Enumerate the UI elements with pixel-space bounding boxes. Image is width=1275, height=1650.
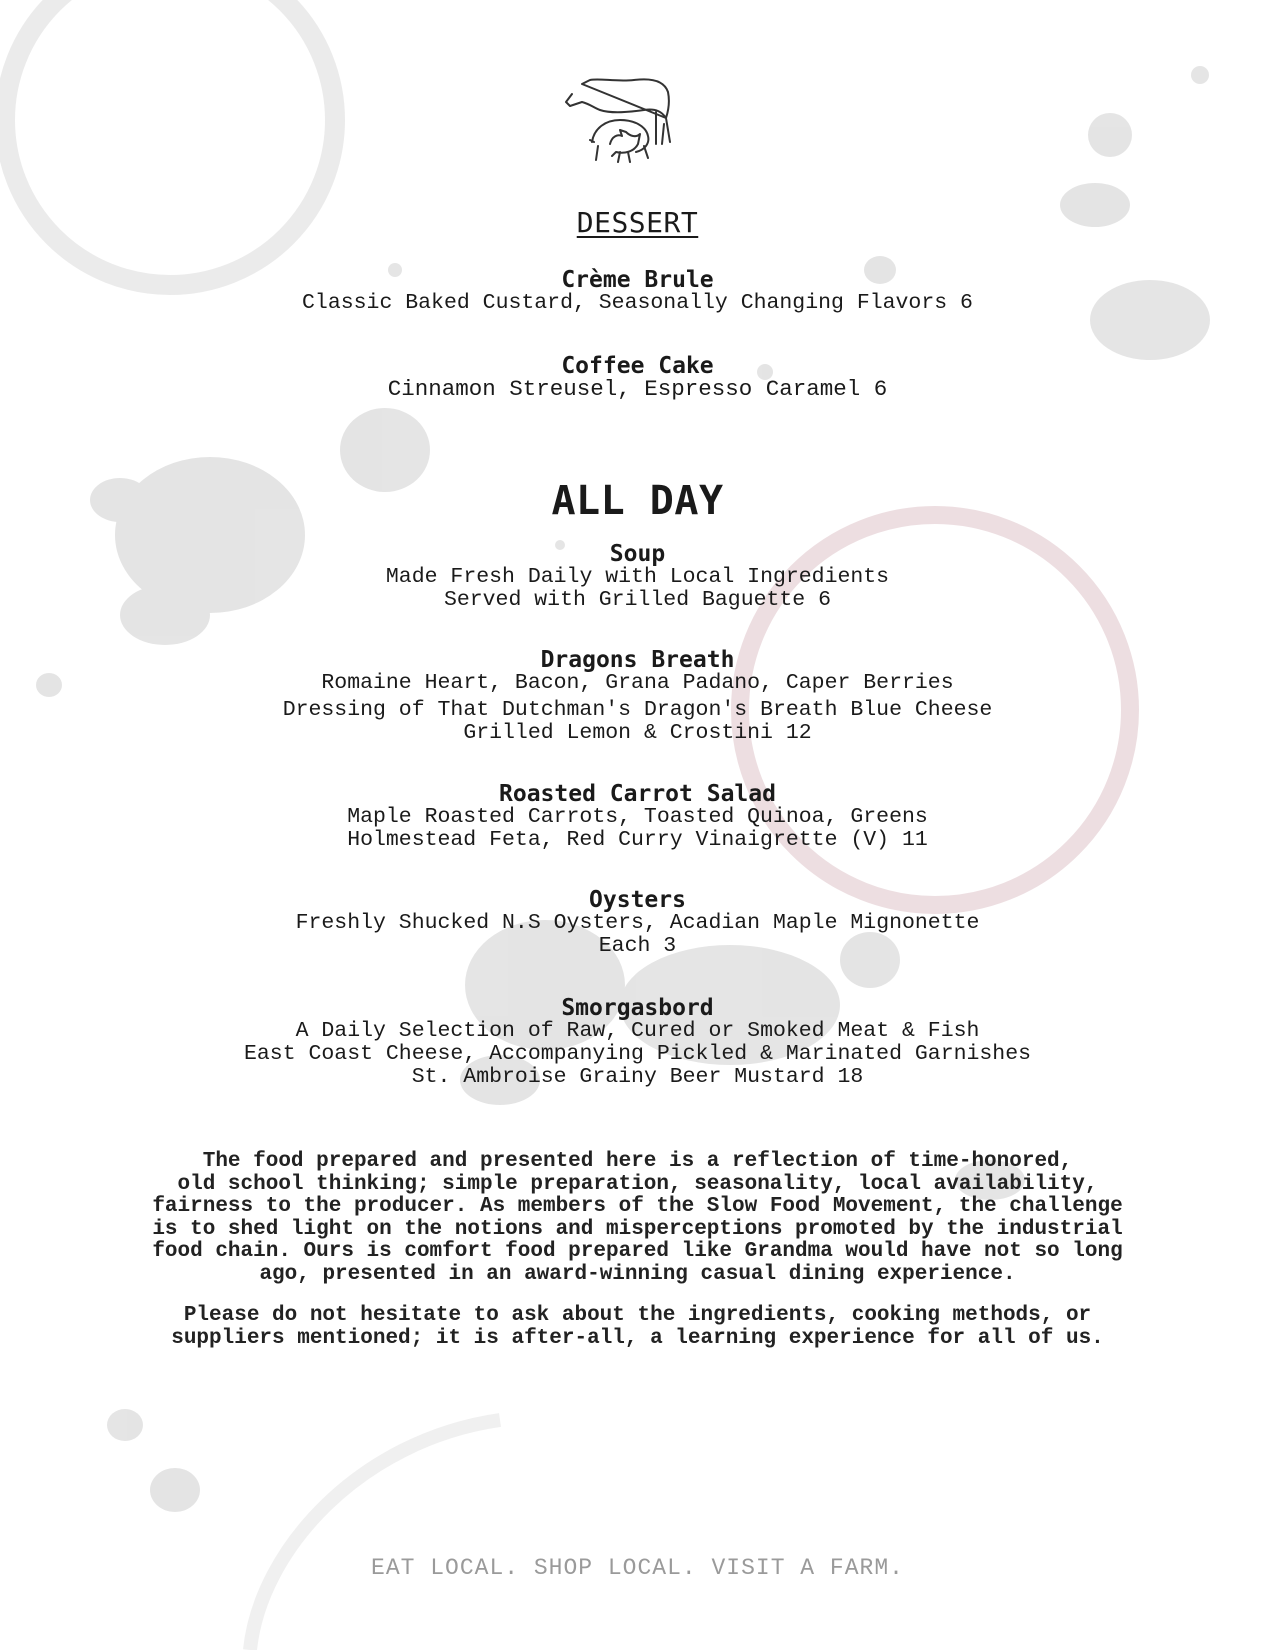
menu-item-coffee-cake [0, 354, 1275, 401]
item-description: Each 3 [598, 934, 677, 958]
item-description: St. Ambroise Grainy Beer Mustard 18 [411, 1065, 864, 1089]
item-description: Served with Grilled Baguette 6 [443, 588, 832, 612]
menu-item-roasted-carrot-salad [0, 782, 1275, 852]
philosophy-line: ago, presented in an award-winning casual dining experience. [259, 1262, 1016, 1286]
item-description: East Coast Cheese, Accompanying Pickled & Marinated Garnishes [243, 1042, 1032, 1066]
philosophy-line: The food prepared and presented here is a reflection of time-honored, [202, 1150, 1073, 1173]
item-name: Oysters [589, 887, 686, 913]
section-title-dessert: DESSERT [576, 206, 699, 239]
footer-slogan: EAT LOCAL. SHOP LOCAL. VISIT A FARM. [371, 1555, 904, 1581]
philosophy-paragraph-1 [130, 1151, 1145, 1286]
menu-item-dragons-breath [0, 648, 1275, 745]
menu-item-soup [0, 542, 1275, 612]
philosophy-line: old school thinking; simple preparation, seasonality, local availability, [177, 1172, 1098, 1196]
item-description: Maple Roasted Carrots, Toasted Quinoa, Greens [347, 805, 928, 829]
item-name: Crème Brule [561, 267, 714, 293]
philosophy-line: Please do not hesitate to ask about the ingredients, cooking methods, or [183, 1304, 1092, 1327]
menu-item-smorgasbord [0, 996, 1275, 1089]
item-description: Made Fresh Daily with Local Ingredients [385, 565, 890, 589]
menu-item-oysters [0, 888, 1275, 958]
philosophy-line: food chain. Ours is comfort food prepared like Grandma would have not so long [152, 1240, 1123, 1263]
item-name: Soup [609, 541, 666, 567]
philosophy-line: is to shed light on the notions and misperceptions promoted by the industrial [152, 1217, 1123, 1241]
item-description: Dressing of That Dutchman's Dragon's Breath Blue Cheese [282, 698, 993, 722]
item-description: Classic Baked Custard, Seasonally Changing Flavors 6 [302, 291, 973, 315]
item-name: Smorgasbord [561, 995, 714, 1021]
item-name: Coffee Cake [561, 353, 714, 379]
item-name: Roasted Carrot Salad [499, 781, 776, 807]
item-description: Cinnamon Streusel, Espresso Caramel 6 [387, 376, 888, 402]
item-description: Holmestead Feta, Red Curry Vinaigrette (V) 11 [347, 828, 928, 852]
philosophy-line: fairness to the producer. As members of the Slow Food Movement, the challenge [152, 1195, 1123, 1218]
philosophy-paragraph-2 [130, 1305, 1145, 1350]
menu-item-creme-brule [0, 268, 1275, 315]
item-description: Romaine Heart, Bacon, Grana Padano, Caper Berries [321, 671, 954, 695]
item-description: A Daily Selection of Raw, Cured or Smoked Meat & Fish [295, 1019, 980, 1043]
farm-animals-logo-icon [560, 72, 700, 168]
item-name: Dragons Breath [540, 647, 735, 673]
item-description: Freshly Shucked N.S Oysters, Acadian Maple Mignonette [295, 911, 980, 935]
section-title-all-day: ALL DAY [551, 478, 724, 524]
item-description: Grilled Lemon & Crostini 12 [463, 721, 812, 745]
philosophy-line: suppliers mentioned; it is after-all, a learning experience for all of us. [171, 1326, 1104, 1350]
